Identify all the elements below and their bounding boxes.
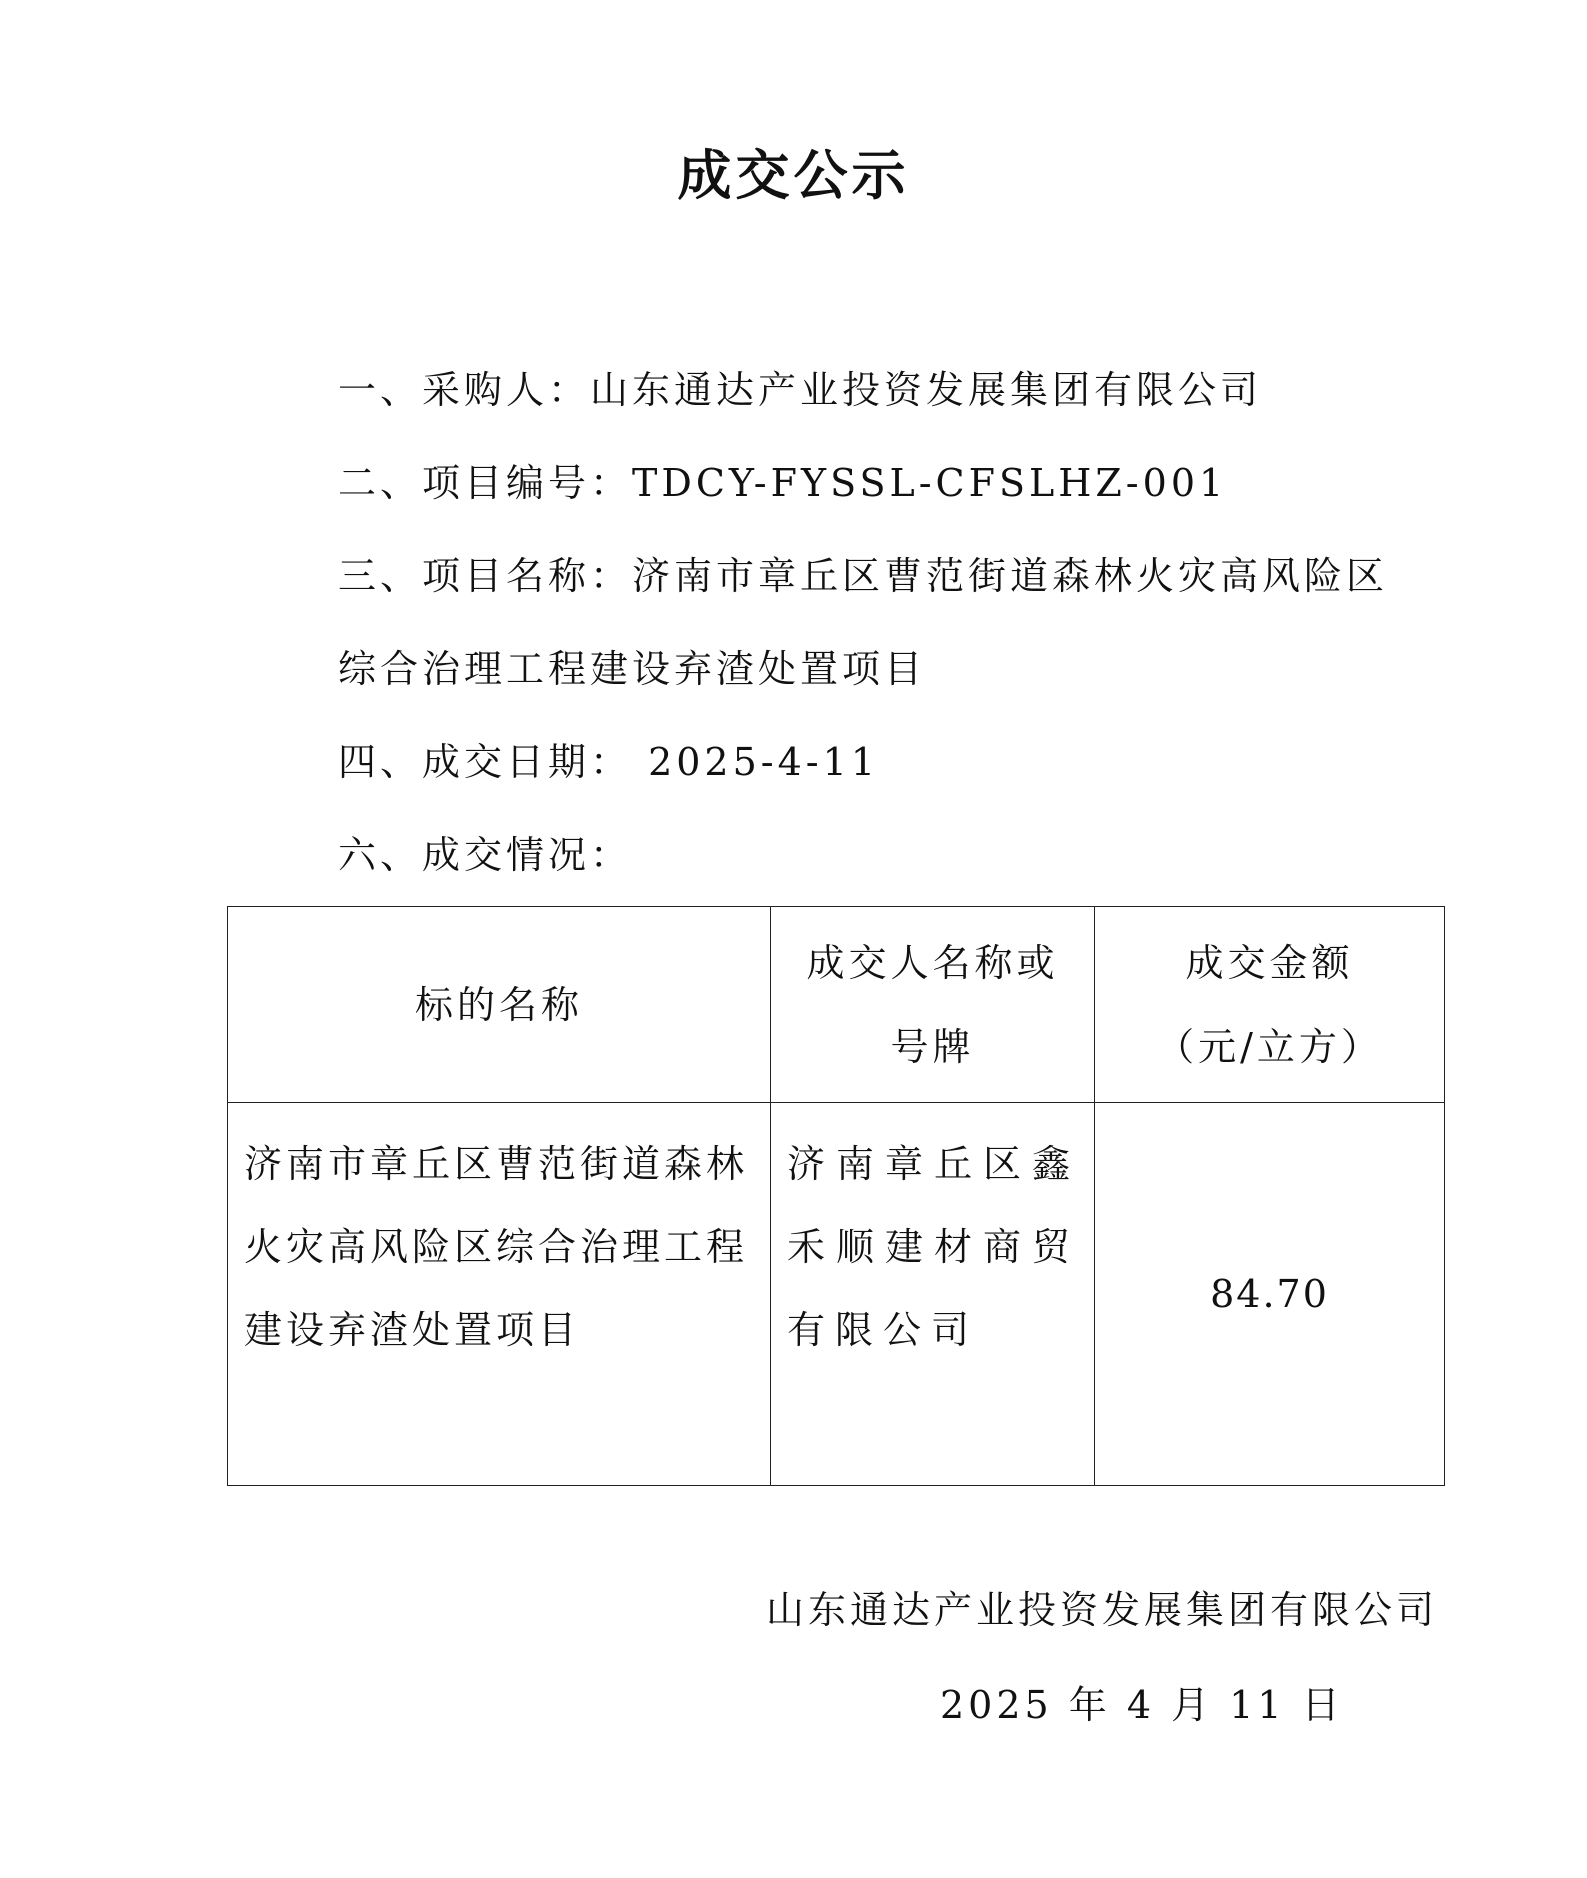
table-row [228,1103,1445,1486]
header-amount-label-line1: 成交金额 [1185,940,1354,985]
deal-status-heading: 六、成交情况： [338,833,633,877]
header-winner-label-line2: 号牌 [890,1024,975,1069]
deal-date-line: 四、成交日期： 2025-4-11 [338,740,879,784]
page-title: 成交公示 [677,143,910,207]
header-deal-amount [1095,907,1445,1103]
signature-company: 山东通达产业投资发展集团有限公司 [766,1588,1439,1632]
project-name-continuation: 综合治理工程建设弃渣处置项目 [338,647,927,691]
table-header-row [228,907,1445,1103]
project-number-line: 二、项目编号：TDCY-FYSSL-CFSLHZ-001 [338,461,1228,505]
header-winner-name [771,907,1095,1103]
header-amount-label-line2: （元/立方） [1156,1024,1383,1069]
project-name-line: 三、项目名称：济南市章丘区曹范街道森林火灾高风险区 [338,554,1389,598]
deal-amount-cell: 84.70 [1095,1103,1445,1486]
signature-date: 2025 年 4 月 11 日 [940,1683,1344,1727]
subject-name-cell: 济南市章丘区曹范街道森林火灾高风险区综合治理工程建设弃渣处置项目 [228,1103,771,1486]
header-winner-label-line1: 成交人名称或 [806,940,1059,985]
winner-name-cell: 济南章丘区鑫禾顺建材商贸有限公司 [771,1103,1095,1486]
purchaser-line: 一、采购人：山东通达产业投资发展集团有限公司 [338,368,1263,412]
header-subject-name [228,907,771,1103]
header-subject-label: 标的名称 [414,982,583,1027]
deal-table [227,906,1445,1486]
